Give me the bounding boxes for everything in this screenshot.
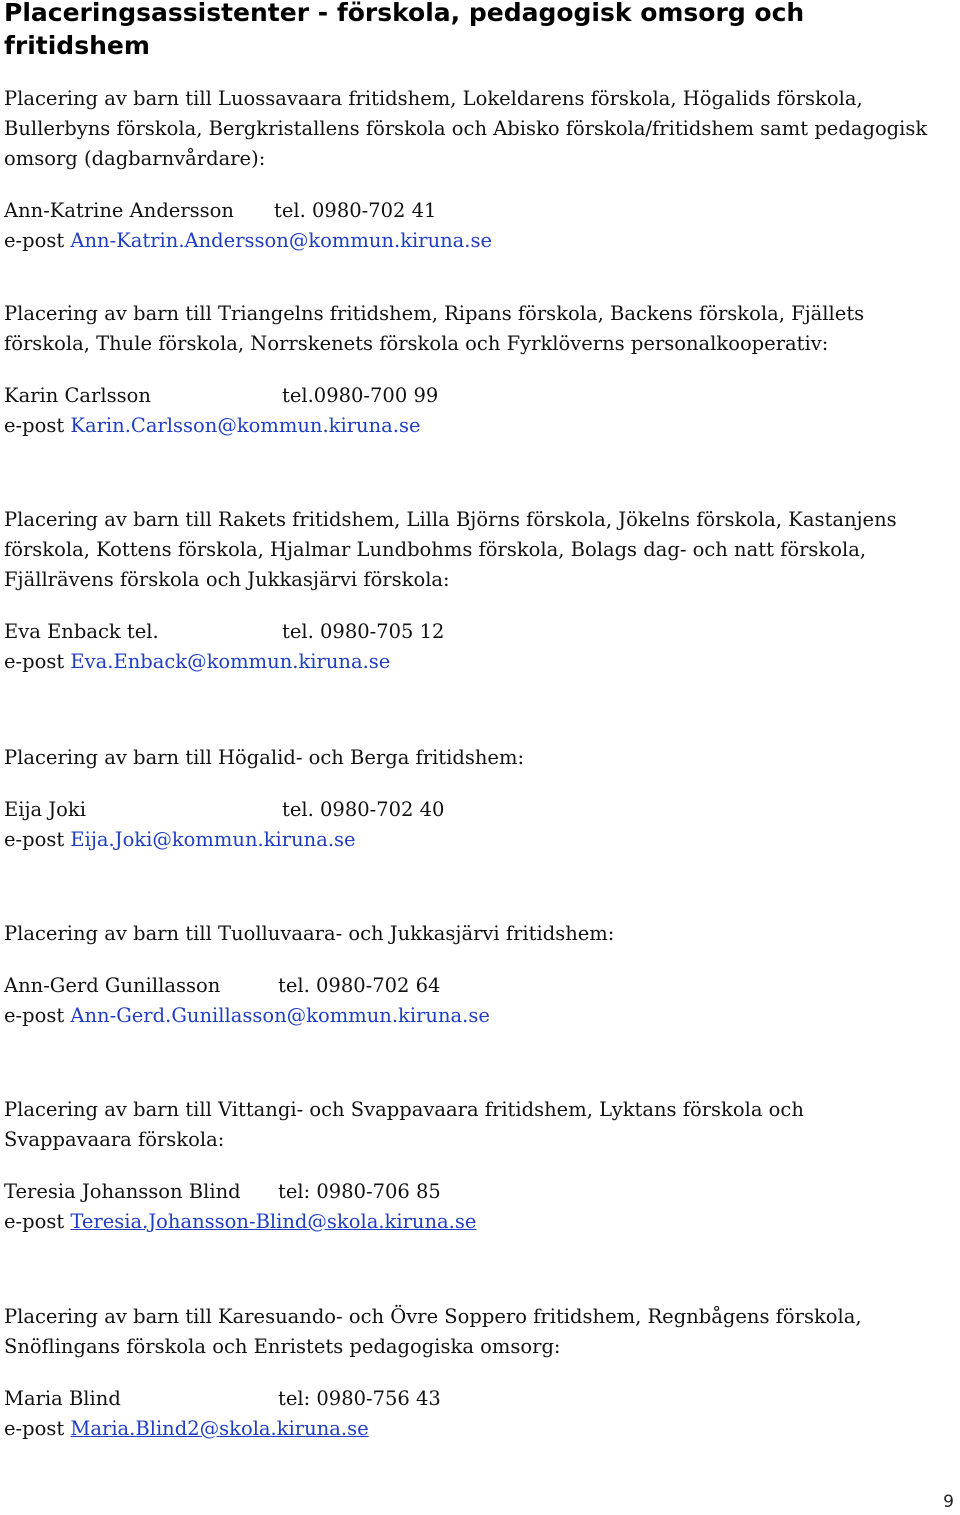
- contact-row: [4, 196, 954, 226]
- email-row: [4, 647, 954, 677]
- email-label: e-post: [4, 828, 65, 851]
- contact-name: Teresia Johansson Blind: [4, 1180, 241, 1203]
- contact-phone: tel. 0980-702 41: [274, 199, 437, 222]
- contact-block: [4, 381, 954, 441]
- contact-row: [4, 617, 954, 647]
- email-row: [4, 1207, 954, 1237]
- contact-block: [4, 1177, 954, 1237]
- email-link[interactable]: Eva.Enback@kommun.kiruna.se: [70, 650, 391, 673]
- email-row: [4, 226, 954, 256]
- contact-block: [4, 971, 954, 1031]
- contact-block: [4, 795, 954, 855]
- email-link[interactable]: Maria.Blind2@skola.kiruna.se: [70, 1417, 369, 1440]
- email-link[interactable]: Teresia.Johansson-Blind@skola.kiruna.se: [70, 1210, 477, 1233]
- contact-name: Ann-Gerd Gunillasson: [4, 974, 221, 997]
- email-label: e-post: [4, 229, 65, 252]
- contact-name: Ann-Katrine Andersson: [4, 199, 234, 222]
- placement-section-1: [4, 84, 954, 256]
- email-link[interactable]: Eija.Joki@kommun.kiruna.se: [70, 828, 356, 851]
- contact-name: Karin Carlsson: [4, 384, 151, 407]
- email-row: [4, 1001, 954, 1031]
- contact-row: [4, 1177, 954, 1207]
- contact-phone: tel. 0980-702 40: [282, 798, 445, 821]
- email-label: e-post: [4, 1210, 65, 1233]
- placement-section-4: [4, 743, 954, 855]
- email-row: [4, 825, 954, 855]
- page-title: Placeringsassistenter - förskola, pedagogisk omsorg och fritidshem: [4, 0, 805, 60]
- email-link[interactable]: Ann-Gerd.Gunillasson@kommun.kiruna.se: [70, 1004, 490, 1027]
- section-description: Placering av barn till Luossavaara fritidshem, Lokeldarens förskola, Högalids förskola, Bullerbyns förskola, Bergkristallens förskola och Abisko förskola/fritidshem samt pedagogisk omsorg (dagbarnvårdare):: [4, 87, 928, 170]
- contact-row: [4, 971, 954, 1001]
- section-description: Placering av barn till Tuolluvaara- och Jukkasjärvi fritidshem:: [4, 922, 615, 945]
- email-link[interactable]: Ann-Katrin.Andersson@kommun.kiruna.se: [70, 229, 493, 252]
- contact-block: [4, 617, 954, 677]
- email-row: [4, 1414, 954, 1444]
- placement-section-6: [4, 1095, 954, 1237]
- contact-phone: tel.0980-700 99: [282, 384, 439, 407]
- contact-name: Maria Blind: [4, 1387, 121, 1410]
- contact-phone: tel: 0980-706 85: [278, 1180, 441, 1203]
- page-number: 9: [943, 1492, 954, 1512]
- contact-row: [4, 1384, 954, 1414]
- section-description: Placering av barn till Triangelns fritidshem, Ripans förskola, Backens förskola, Fjällets förskola, Thule förskola, Norrskenets förskola och Fyrklöverns personalkooperativ:: [4, 302, 865, 355]
- contact-row: [4, 381, 954, 411]
- email-label: e-post: [4, 414, 65, 437]
- section-description: Placering av barn till Vittangi- och Svappavaara fritidshem, Lyktans förskola och Svappavaara förskola:: [4, 1098, 804, 1151]
- email-label: e-post: [4, 1417, 65, 1440]
- contact-name: Eva Enback tel.: [4, 620, 159, 643]
- contact-name: Eija Joki: [4, 798, 86, 821]
- contact-block: [4, 1384, 954, 1444]
- email-label: e-post: [4, 650, 65, 673]
- placement-section-5: [4, 919, 954, 1031]
- section-description: Placering av barn till Karesuando- och Övre Soppero fritidshem, Regnbågens förskola, Snöflingans förskola och Enristets pedagogiska omsorg:: [4, 1305, 862, 1358]
- email-row: [4, 411, 954, 441]
- placement-section-3: [4, 505, 954, 677]
- contact-row: [4, 795, 954, 825]
- section-description: Placering av barn till Rakets fritidshem, Lilla Björns förskola, Jökelns förskola, Kastanjens förskola, Kottens förskola, Hjalmar Lundbohms förskola, Bolags dag- och natt förskola, Fjällrävens förskola och Jukkasjärvi förskola:: [4, 508, 897, 591]
- contact-phone: tel. 0980-702 64: [278, 974, 441, 997]
- email-label: e-post: [4, 1004, 65, 1027]
- contact-phone: tel. 0980-705 12: [282, 620, 445, 643]
- contact-block: [4, 196, 954, 256]
- email-link[interactable]: Karin.Carlsson@kommun.kiruna.se: [70, 414, 421, 437]
- placement-section-7: [4, 1302, 954, 1444]
- contact-phone: tel: 0980-756 43: [278, 1387, 441, 1410]
- placement-section-2: [4, 299, 954, 441]
- section-description: Placering av barn till Högalid- och Berga fritidshem:: [4, 746, 525, 769]
